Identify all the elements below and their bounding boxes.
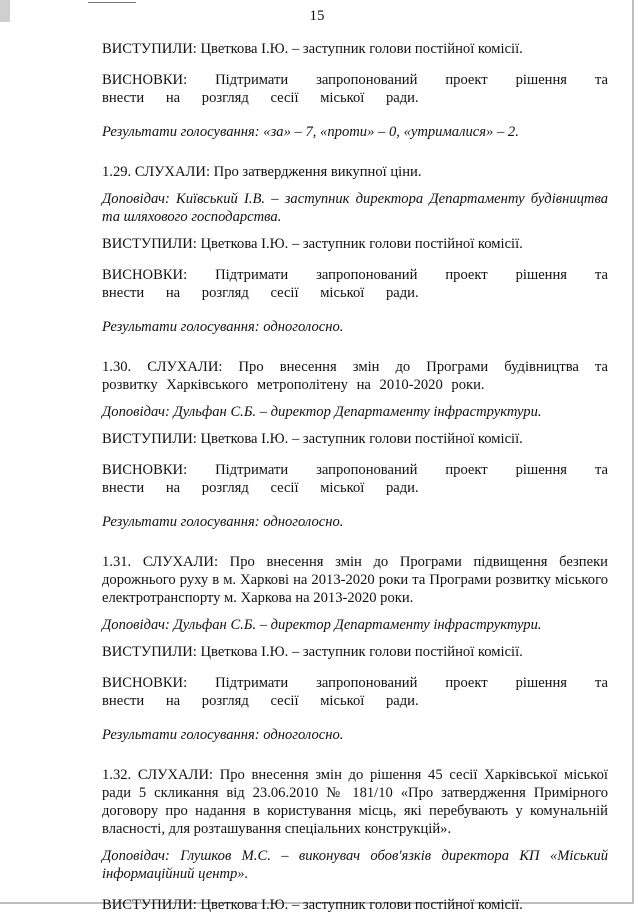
- agenda-item-heading: 1.29. СЛУХАЛИ: Про затвердження викупної ціни.: [102, 164, 422, 180]
- speakers-paragraph: ВИСТУПИЛИ: Цветкова І.Ю. – заступник голови постійної комісії.: [102, 431, 523, 447]
- page-number: 15: [309, 8, 325, 24]
- conclusions-paragraph: ВИСНОВКИ: Підтримати запропонований проект рішення та внести на розгляд сесії міської ради.: [102, 675, 608, 709]
- rapporteur-paragraph: Доповідач: Глушков М.С. – виконувач обов'язків директора КП «Міський інформаційний центр».: [102, 848, 608, 882]
- conclusions-paragraph: ВИСНОВКИ: Підтримати запропонований проект рішення та внести на розгляд сесії міської ради.: [102, 462, 608, 496]
- rapporteur-paragraph: Доповідач: Київський І.В. – заступник директора Департаменту будівництва та шляхового господарства.: [102, 191, 608, 225]
- document-body: [102, 40, 608, 914]
- voting-results: Результати голосування: одноголосно.: [102, 514, 344, 530]
- rapporteur-paragraph: Доповідач: Дульфан С.Б. – директор Департаменту інфраструктури.: [102, 617, 542, 633]
- speakers-paragraph: ВИСТУПИЛИ: Цветкова І.Ю. – заступник голови постійної комісії.: [102, 897, 523, 913]
- voting-results: Результати голосування: одноголосно.: [102, 727, 344, 743]
- speakers-paragraph: ВИСТУПИЛИ: Цветкова І.Ю. – заступник голови постійної комісії.: [102, 41, 523, 57]
- rapporteur-paragraph: Доповідач: Дульфан С.Б. – директор Департаменту інфраструктури.: [102, 404, 542, 420]
- voting-results: Результати голосування: одноголосно.: [102, 319, 344, 335]
- speakers-paragraph: ВИСТУПИЛИ: Цветкова І.Ю. – заступник голови постійної комісії.: [102, 236, 523, 252]
- voting-results: Результати голосування: «за» – 7, «проти» – 0, «утрималися» – 2.: [102, 124, 519, 140]
- agenda-item-heading: 1.32. СЛУХАЛИ: Про внесення змін до рішення 45 сесії Харківської міської ради 5 скликання від 23.06.2010 № 181/10 «Про затвердження Примірного договору про надання в користування місць, які перебувають у комунальній власності, для розташування спеціальних конструкцій».: [102, 767, 608, 837]
- agenda-item-heading: 1.30. СЛУХАЛИ: Про внесення змін до Програми будівництва та розвитку Харківського метрополітену на 2010-2020 роки.: [102, 359, 608, 393]
- speakers-paragraph: ВИСТУПИЛИ: Цветкова І.Ю. – заступник голови постійної комісії.: [102, 644, 523, 660]
- agenda-item-heading: 1.31. СЛУХАЛИ: Про внесення змін до Програми підвищення безпеки дорожнього руху в м. Харкові на 2013-2020 роки та Програми розвитку міського електротранспорту м. Харкова на 2013-2020 роки.: [102, 554, 608, 606]
- scan-line: [88, 2, 136, 3]
- conclusions-paragraph: ВИСНОВКИ: Підтримати запропонований проект рішення та внести на розгляд сесії міської ради.: [102, 72, 608, 106]
- conclusions-paragraph: ВИСНОВКИ: Підтримати запропонований проект рішення та внести на розгляд сесії міської ради.: [102, 267, 608, 301]
